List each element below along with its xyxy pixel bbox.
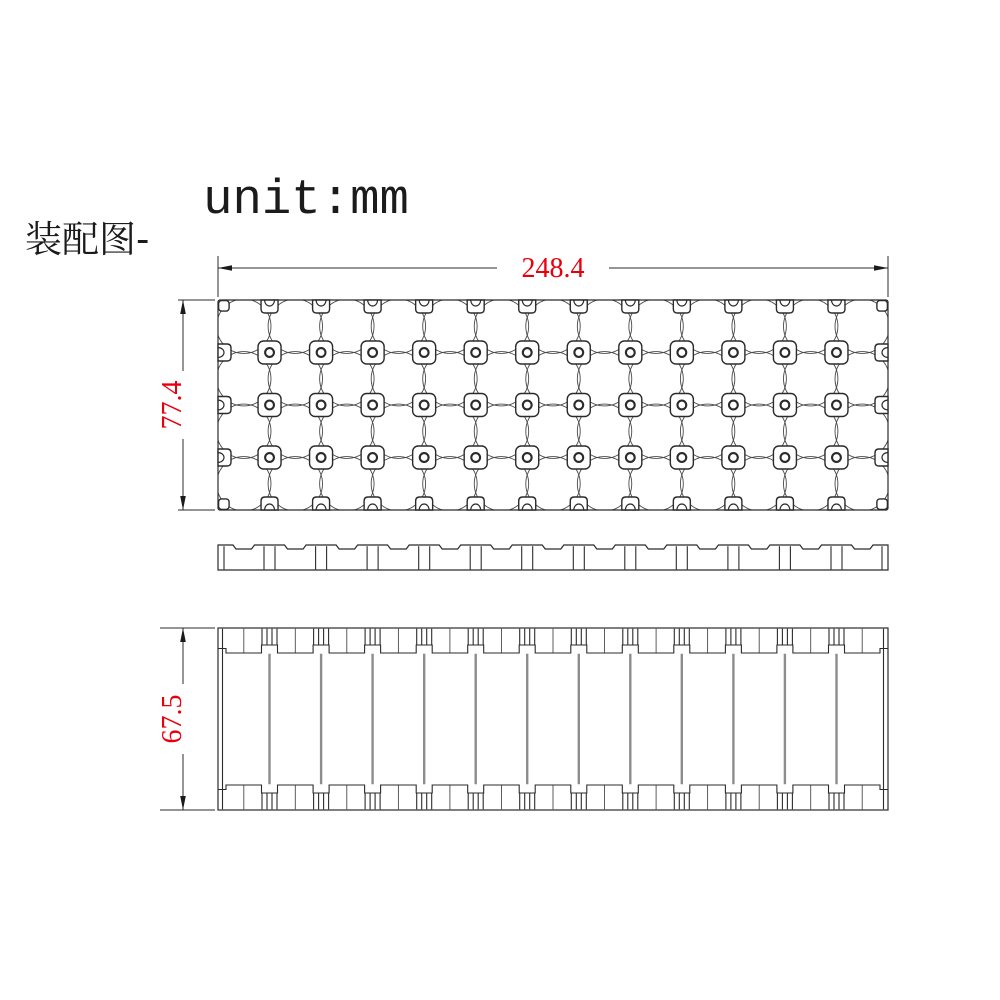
side-profile-view — [218, 545, 888, 570]
top-view — [217, 299, 890, 511]
dim-holder-height-value: 77.4 — [157, 380, 188, 430]
front-view — [218, 628, 888, 810]
dim-assembly-height-value: 67.5 — [157, 694, 188, 744]
unit-label: unit:mm — [203, 172, 409, 228]
drawing-title: 装配图- — [25, 218, 150, 261]
dim-width-value: 248.4 — [521, 253, 585, 284]
